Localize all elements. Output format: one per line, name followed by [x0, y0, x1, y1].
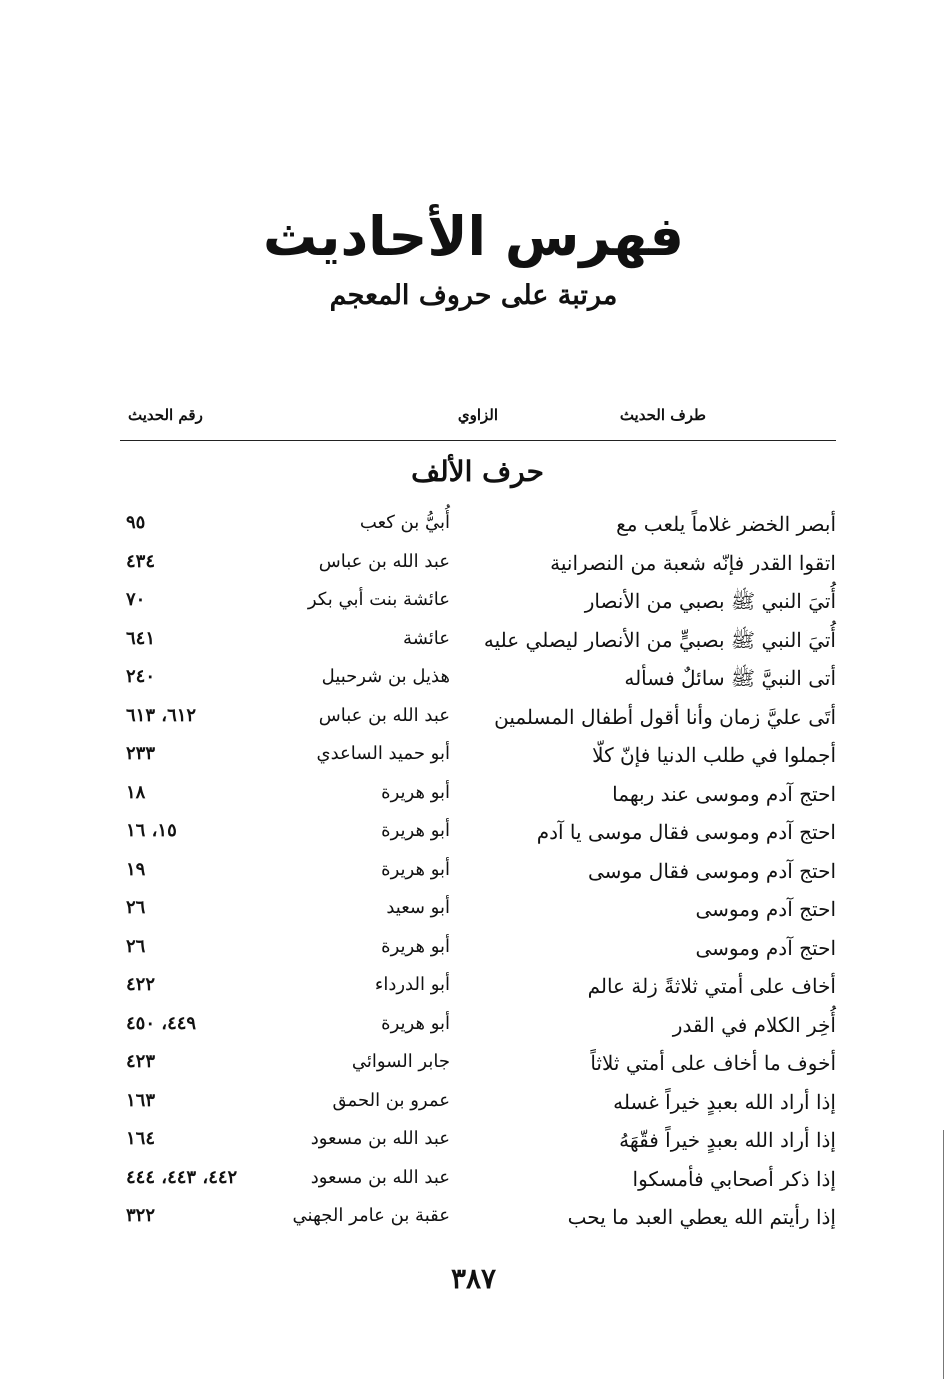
hadith-text: اتقوا القدر فإنّه شعبة من النصرانية	[550, 550, 836, 575]
hadith-text: احتج آدم وموسى فقال موسى يا آدم	[536, 820, 836, 844]
page-edge-line	[943, 1130, 944, 1379]
table-row	[120, 1047, 836, 1086]
hadith-number: ٤٢٢	[126, 974, 156, 995]
hadith-number: ١٩	[126, 858, 146, 880]
hadith-text: أُتيَ النبي ﷺ بصبيٍّ من الأنصار ليصلي عليه	[483, 627, 836, 652]
table-row	[120, 662, 836, 701]
hadith-number: ٤٣٤	[126, 550, 156, 572]
hadith-text: أخوف ما أخاف على أمتي ثلاثاً	[590, 1051, 836, 1075]
narrator-name: أُبيُّ بن كعب	[359, 512, 450, 533]
hadith-number: ٣٢٢	[126, 1205, 156, 1226]
hadith-number: ٦١٢، ٦١٣	[126, 704, 197, 726]
hadith-number: ٦٤١	[126, 627, 156, 649]
narrator-name: أبو هريرة	[381, 781, 450, 803]
hadith-number: ١٥، ١٦	[126, 820, 177, 841]
hadith-number: ٤٤٢، ٤٤٣، ٤٤٤	[126, 1166, 238, 1188]
narrator-name: أبو سعيد	[386, 897, 450, 918]
table-row	[120, 701, 836, 740]
table-row	[120, 739, 836, 778]
narrator-name: أبو حميد الساعدي	[316, 743, 450, 764]
hadith-number: ٢٤٠	[126, 666, 156, 687]
section-heading: حرف الألف	[411, 455, 544, 488]
table-row	[120, 1124, 836, 1163]
hadith-text: أخاف على أمتي ثلاثةً زلة عالم	[587, 974, 836, 998]
hadith-text: احتج آدم وموسى عند ربهما	[612, 781, 836, 806]
table-row	[120, 508, 836, 547]
table-row	[120, 585, 836, 624]
hadith-text: إذا ذكر أصحابي فأمسكوا	[632, 1166, 836, 1191]
narrator-name: أبو هريرة	[381, 935, 450, 957]
narrator-name: عائشة	[403, 627, 450, 649]
narrator-name: هذيل بن شرحبيل	[321, 666, 450, 687]
narrator-name: عبد الله بن عباس	[318, 704, 450, 726]
hadith-text: أُتيَ النبي ﷺ بصبي من الأنصار	[584, 589, 836, 613]
table-header	[120, 400, 836, 441]
hadith-number: ١٦٤	[126, 1128, 156, 1149]
narrator-name: عقبة بن عامر الجهني	[292, 1205, 450, 1226]
table-row	[120, 893, 836, 932]
narrator-name: جابر السوائي	[351, 1051, 450, 1072]
narrator-name: أبو هريرة	[381, 820, 450, 841]
hadith-number: ٤٢٣	[126, 1051, 156, 1072]
table-row	[120, 970, 836, 1009]
table-row	[120, 547, 836, 586]
narrator-name: عائشة بنت أبي بكر	[307, 589, 450, 610]
hadith-number: ٤٤٩، ٤٥٠	[126, 1012, 197, 1034]
table-row	[120, 1201, 836, 1240]
hadith-number: ٩٥	[126, 512, 146, 533]
narrator-name: عبد الله بن مسعود	[310, 1166, 450, 1188]
hadith-number: ١٦٣	[126, 1089, 156, 1111]
column-header-hadith: طرف الحديث	[619, 406, 706, 424]
hadith-text: أتَى عليَّ زمان وأنا أقول أطفال المسلمين	[494, 704, 836, 729]
table-row	[120, 816, 836, 855]
hadith-number: ١٨	[126, 781, 146, 803]
column-header-number: رقم الحديث	[128, 406, 203, 424]
hadith-text: إذا أراد الله بعبدٍ خيراً فقّهَهُ	[619, 1128, 836, 1152]
page-number: ٣٨٧	[450, 1262, 497, 1295]
hadith-number: ٢٣٣	[126, 743, 156, 764]
hadith-text: إذا رأيتم الله يعطي العبد ما يحب	[567, 1205, 836, 1229]
hadith-text: أُخِر الكلام في القدر	[672, 1012, 836, 1037]
hadith-index-table	[120, 508, 836, 1240]
table-row	[120, 932, 836, 971]
table-row	[120, 778, 836, 817]
hadith-number: ٢٦	[126, 935, 146, 957]
column-header-narrator: الزاوي	[457, 406, 498, 424]
table-row	[120, 624, 836, 663]
hadith-text: أجملوا في طلب الدنيا فإنّ كلّا	[592, 743, 836, 767]
hadith-text: أتى النبيَّ ﷺ سائلٌ فسأله	[624, 666, 836, 690]
narrator-name: أبو هريرة	[381, 1012, 450, 1034]
hadith-number: ٧٠	[126, 589, 146, 610]
table-row	[120, 1009, 836, 1048]
page-subtitle: مرتبة على حروف المعجم	[329, 280, 618, 311]
hadith-text: احتج آدم وموسى فقال موسى	[587, 858, 836, 883]
narrator-name: عبد الله بن عباس	[318, 550, 450, 572]
narrator-name: عبد الله بن مسعود	[310, 1128, 450, 1149]
table-row	[120, 1163, 836, 1202]
narrator-name: أبو هريرة	[381, 858, 450, 880]
hadith-text: أبصر الخضر غلاماً يلعب مع	[616, 512, 836, 536]
hadith-text: إذا أراد الله بعبدٍ خيراً غسله	[613, 1089, 836, 1114]
narrator-name: أبو الدرداء	[374, 974, 450, 995]
page-title: فهرس الأحاديث	[263, 205, 684, 268]
hadith-number: ٢٦	[126, 897, 146, 918]
narrator-name: عمرو بن الحمق	[332, 1089, 450, 1111]
table-row	[120, 1086, 836, 1125]
table-row	[120, 855, 836, 894]
hadith-text: احتج آدم وموسى	[695, 897, 836, 921]
hadith-text: احتج آدم وموسى	[695, 935, 836, 960]
